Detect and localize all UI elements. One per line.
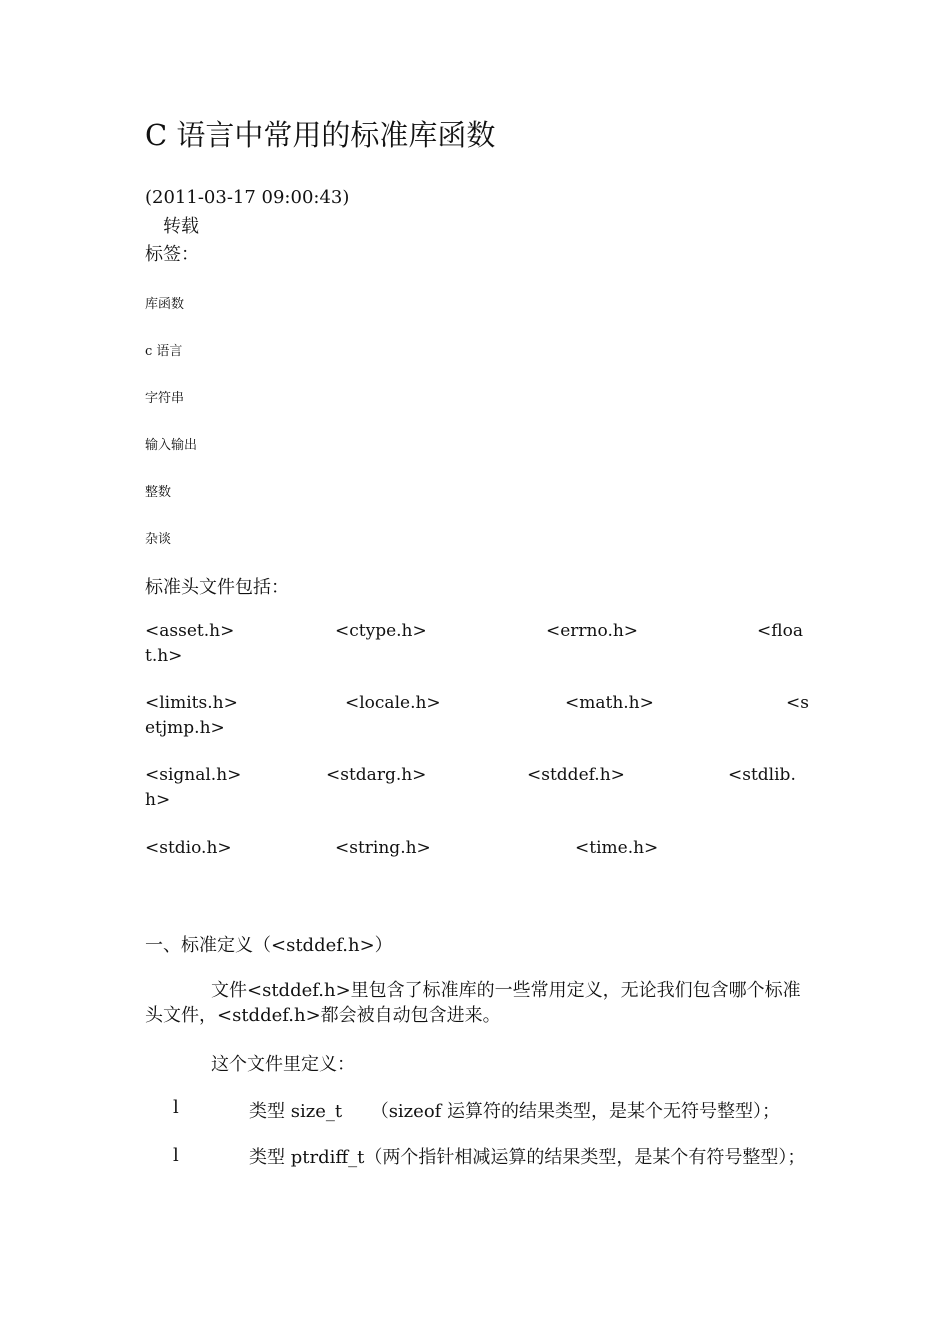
tag-link[interactable]: 字符串 bbox=[145, 391, 185, 406]
header-file: <math.h> bbox=[565, 693, 654, 713]
tag-link[interactable]: c 语言 bbox=[145, 344, 183, 359]
list-bullet: l bbox=[173, 1145, 179, 1166]
headers-intro: 标准头文件包括： bbox=[145, 577, 289, 598]
header-file: <errno.h> bbox=[546, 621, 639, 641]
section-paragraph: 文件<stddef.h>里包含了标准库的一些常用定义，无论我们包含哪个标准头文件，<stddef.h>都会被自动包含进来。 bbox=[145, 980, 801, 1026]
header-file: <ctype.h> bbox=[335, 621, 427, 641]
header-file-wrap: etjmp.h> bbox=[145, 718, 225, 738]
header-file: <stdio.h> bbox=[145, 838, 232, 858]
header-file: <stdarg.h> bbox=[326, 765, 427, 785]
header-file-wrap: h> bbox=[145, 790, 171, 810]
section-heading: 一、标准定义（<stddef.h>） bbox=[145, 935, 393, 956]
tags-label: 标签： bbox=[145, 244, 199, 265]
post-date: (2011-03-17 09:00:43) bbox=[145, 187, 350, 208]
header-file: <floa bbox=[757, 621, 803, 641]
header-file: <signal.h> bbox=[145, 765, 242, 785]
tag-link[interactable]: 库函数 bbox=[145, 297, 185, 312]
tag-link[interactable]: 整数 bbox=[145, 485, 172, 500]
header-file: <stdlib. bbox=[728, 765, 796, 785]
list-item: 类型 size_t （sizeof 运算符的结果类型，是某个无符号整型）； bbox=[249, 1101, 781, 1122]
header-file: <asset.h> bbox=[145, 621, 235, 641]
repost-label[interactable]: 转载 bbox=[163, 216, 199, 237]
list-bullet: l bbox=[173, 1097, 179, 1118]
list-item: 类型 ptrdiff_t（两个指针相减运算的结果类型，是某个有符号整型）； bbox=[249, 1147, 806, 1168]
header-file: <s bbox=[786, 693, 809, 713]
header-file: <string.h> bbox=[335, 838, 431, 858]
page-title: C 语言中常用的标准库函数 bbox=[145, 118, 496, 152]
header-file-wrap: t.h> bbox=[145, 646, 183, 666]
header-file: <stddef.h> bbox=[527, 765, 625, 785]
header-file: <locale.h> bbox=[345, 693, 441, 713]
header-file: <time.h> bbox=[575, 838, 659, 858]
header-file: <limits.h> bbox=[145, 693, 238, 713]
tag-link[interactable]: 杂谈 bbox=[145, 532, 172, 547]
tag-link[interactable]: 输入输出 bbox=[145, 438, 198, 453]
defines-intro: 这个文件里定义： bbox=[211, 1054, 355, 1075]
